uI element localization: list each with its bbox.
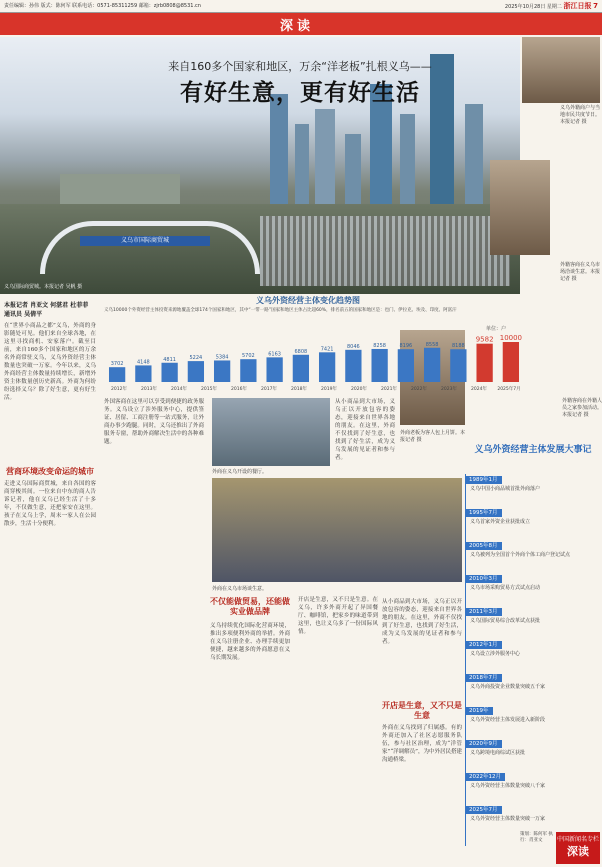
byline (4, 301, 100, 319)
masthead (0, 0, 602, 13)
building (400, 114, 415, 204)
timeline-text: 义乌中国小商品城首批外商落户 (470, 486, 541, 492)
paper-name: 浙江日报 (563, 2, 592, 10)
timeline-text: 义乌国际贸易综合改革试点获批 (470, 618, 541, 624)
chart-value-label: 5384 (215, 354, 229, 361)
timeline-text: 义乌市场采购贸易方式试点启动 (470, 585, 541, 591)
chart-bar (371, 349, 387, 382)
timeline-text: 义乌外资经营主体数量突破八千家 (470, 783, 546, 789)
side-photo (490, 160, 550, 255)
body-col-5: 开店是生意，又不只是生意。在义乌，许多外商开起了异国餐厅、咖啡馆，把家乡的味道带到这里，也让义乌多了一份国际风情。 (298, 597, 378, 635)
mid-photo (212, 478, 462, 582)
body-col-6: 外商在义乌找到了归属感。有的外商还加入了社区志愿服务队伍，参与社区治理，成为“洋管家”“洋调解员”，为中外居民搭建沟通桥梁。 (382, 725, 462, 763)
chart-bar (319, 352, 335, 382)
body-col-6a: 从小商品到大市场，义乌正以开放包容的姿态，迎接来自世界各地的朋友。在这里，外商不仅找到了好生意，也找到了好生活，成为义乌发展的见证者和参与者。 (382, 599, 462, 645)
chart-bar (240, 359, 256, 382)
chart-category-label: 2017年 (261, 387, 277, 392)
body-col-1b: 走进义乌国际商贸城，来自各国的客商穿梭其间。一位来自中东的商人告诉记者，他在义乌已经生活了十多年，不仅做生意，还把家安在这里。孩子在义乌上学，周末一家人在公园散步，生活十分便利。 (4, 481, 96, 527)
chart-bar (293, 355, 309, 382)
parking-lot (260, 216, 510, 286)
body-col-4: 义乌持续优化国际化营商环境，推出多项便利外商的举措。外商在义乌注册企业、办理手续更加便捷，越来越多的外商愿意在义乌长期发展。 (210, 623, 290, 661)
body-col-2: 外国客商在这里可以享受到便捷的政务服务。义乌设立了涉外服务中心，提供签证、居留、工商注册等一站式服务，让外商办事少跑腿。同时，义乌还推出了外商服务专窗，帮助外商解决生活中的各种难题。 (104, 399, 204, 445)
chart-note: 义乌10000个外资经营主体投资来源地覆盖全球174个国家和地区，其中“一带一路”国家和地区主体占比超60%，排名前五的国家和地区是：也门、伊拉克、埃及、印度、阿富汗 (104, 308, 457, 313)
timeline-year: 2019年 (465, 707, 493, 715)
page-number: 7 (593, 2, 598, 10)
chart-value-label: 3702 (110, 361, 124, 368)
column-badge (556, 832, 600, 864)
timeline-text: 义乌首家外资企业获批成立 (470, 519, 531, 525)
timeline-text: 义乌被列为全国首个外商个体工商户登记试点 (470, 552, 571, 558)
timeline-year: 2012年1月 (465, 641, 502, 649)
chart-category-label: 2021年 (381, 387, 397, 392)
timeline-year: 1995年7月 (465, 509, 502, 517)
chart-category-label: 2014年 (171, 387, 187, 392)
chart-value-label: 8558 (425, 341, 439, 348)
chart-bar (345, 350, 361, 382)
timeline-year: 2011年3月 (465, 608, 502, 616)
chart-bar (450, 349, 466, 382)
timeline-line (465, 474, 466, 846)
chart-category-label: 2019年 (321, 387, 337, 392)
chart-value-label: 8196 (399, 343, 413, 350)
chart-category-label: 2018年 (291, 387, 307, 392)
chart-value-label: 4811 (163, 356, 176, 363)
mid-caption: 外商在义乌市场谈生意。 (212, 586, 268, 592)
building (295, 124, 309, 204)
timeline-year: 2005年8月 (465, 542, 502, 550)
timeline-year: 2025年7月 (465, 806, 502, 814)
section-title: 深读 (280, 19, 315, 34)
section-bar (0, 13, 602, 35)
chart-value-label: 5702 (242, 353, 255, 360)
chart-bar (398, 349, 414, 382)
editor-info: 责任编辑：孙伟 版式：陈何军 联系电话：0571-85311259 邮箱：zjrb0808@8531.cn (4, 3, 201, 9)
chart-value-label: 8258 (373, 342, 386, 349)
chart-value-label: 6808 (294, 348, 308, 355)
subhead: 开店是生意，又不只是生意 (382, 700, 462, 720)
chart-category-label: 2012年 (111, 387, 127, 392)
chart-value-label: 4148 (137, 359, 150, 366)
chart-value-label: 8046 (347, 343, 360, 350)
chart-value-label: 6163 (268, 351, 281, 358)
timeline-year: 2022年12月 (465, 773, 505, 781)
gate-sign: 义乌市国际商贸城 (80, 236, 210, 246)
chart-value-label: 10000 (499, 334, 523, 342)
timeline-year: 2018年7月 (465, 674, 502, 682)
chart-category-label: 2024年 (471, 387, 487, 392)
chart-value-label: 5224 (189, 355, 203, 362)
chart-bar (424, 348, 440, 382)
subhead: 营商环境改变命运的城市 (6, 466, 94, 476)
chart-title: 义乌外资经营主体变化趋势图 (256, 296, 360, 305)
date-page (505, 0, 598, 13)
timeline-title: 义乌外资经营主体发展大事记 (474, 445, 592, 455)
timeline-text: 义乌外商投资企业数量突破五千家 (470, 684, 546, 690)
body-col-3: 从小商品到大市场，义乌正以开放包容的姿态，迎接来自世界各地的朋友。在这里，外商不仅找到了好生意，也找到了好生活，成为义乌发展的见证者和参与者。 (335, 399, 395, 461)
mid-caption: 外商在义乌开设的餐厅。 (212, 469, 268, 475)
chart-bar (214, 360, 230, 382)
side-caption: 义乌外籍商户与当地市民共度节日。本报记者 摄 (560, 105, 601, 125)
chart-bar (476, 344, 492, 382)
chart-bar (188, 361, 204, 382)
side-caption: 外籍客商在义乌市场洽谈生意。本报记者 摄 (560, 262, 601, 282)
chart-value-label: 8188 (452, 343, 465, 350)
chart-bar (161, 363, 177, 382)
building (315, 109, 335, 204)
building (345, 134, 361, 204)
headline-kicker: 来自160多个国家和地区，万余“洋老板”扎根义乌—— (168, 60, 432, 73)
timeline-year: 2020年9月 (465, 740, 502, 748)
body-col-1: 在“世界小商品之都”义乌，外商的身影随处可见。他们来自全球各地，在这里寻找商机、安家落户。截至目前，来自160多个国家和地区的万余名外商常驻义乌，义乌外资经营主体数量也突破一万家。今年以来，义乌外商经营主体数量持续增长，新增外资主体数量创历史新高。外商为何纷纷选择义乌？除了好生意，更有好生活。 (4, 323, 96, 401)
chart-category-label: 2013年 (141, 387, 157, 392)
arch-gate (40, 221, 260, 274)
side-caption: 外籍客商在外籍人员之家参加活动。本报记者 摄 (562, 398, 602, 418)
timeline-year: 1989年1月 (465, 476, 502, 484)
issue-date: 2025年10月28日 星期二 (504, 4, 562, 10)
chart-category-label: 2025年7月 (497, 387, 521, 392)
photo-caption: 义乌国际商贸城。本报记者 吴帆 摄 (4, 284, 83, 290)
chart-value-label: 9582 (475, 335, 494, 344)
footer-note: 策划：陈何军 执行：肖亚文 (520, 832, 553, 843)
badge-top: 中国新闻名专栏 (556, 836, 599, 843)
side-caption: 外商老板为客人包上月饼。本报记者 摄 (400, 430, 466, 443)
chart-category-label: 2022年 (411, 387, 427, 392)
bar-chart (104, 330, 524, 392)
chart-value-label: 7421 (320, 346, 334, 353)
chart-unit: 单位：户 (486, 326, 507, 332)
building (465, 104, 483, 204)
chart-bar (266, 357, 282, 382)
byline-correspondent: 通讯员 吴倩平 (4, 311, 43, 318)
chart-category-label: 2020年 (351, 387, 367, 392)
chart-category-label: 2015年 (201, 387, 217, 392)
headline: 有好生意，更有好生活 (180, 79, 420, 106)
chart-bar (135, 365, 151, 382)
chart-bar (503, 342, 519, 382)
mid-photo (212, 398, 330, 466)
building (270, 94, 288, 204)
chart-category-label: 2016年 (231, 387, 247, 392)
badge-bottom: 深读 (567, 845, 589, 858)
building (60, 174, 180, 204)
timeline-text: 义乌外资经营主体数量突破一万家 (470, 816, 546, 822)
byline-reporters: 本报记者 肖亚文 何湛君 杜菲菲 (4, 302, 89, 309)
chart-bar (109, 367, 125, 382)
subhead: 不仅能做贸易，还能做实业做品牌 (210, 596, 290, 616)
side-photo (522, 37, 600, 103)
timeline-year: 2010年3月 (465, 575, 502, 583)
timeline-text: 义乌跨境电商综试区获批 (470, 750, 526, 756)
timeline-text: 义乌设立涉外服务中心 (470, 651, 521, 657)
timeline-text: 义乌外资经营主体发展进入新阶段 (470, 717, 546, 723)
chart-category-label: 2023年 (441, 387, 457, 392)
